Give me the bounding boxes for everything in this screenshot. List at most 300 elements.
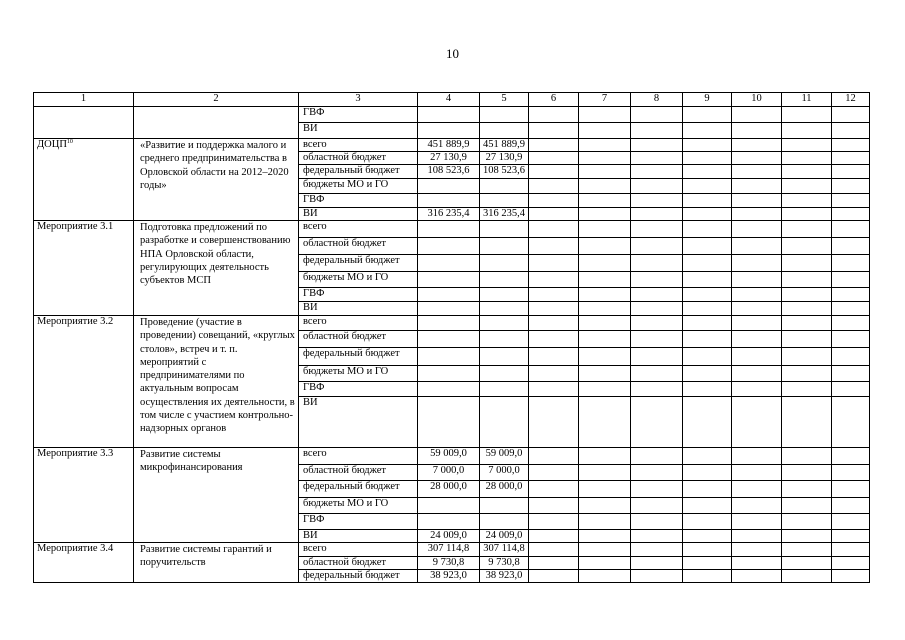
value-col-5 [480, 498, 529, 514]
empty-cell-col-11 [782, 139, 832, 152]
value-col-5: 24 009,0 [480, 530, 529, 543]
empty-cell-col-11 [782, 288, 832, 302]
empty-cell-col-6 [529, 139, 579, 152]
empty-cell-col-10 [732, 208, 782, 221]
value-col-4: 24 009,0 [418, 530, 480, 543]
empty-cell-col-11 [782, 165, 832, 179]
empty-cell-col-7 [579, 302, 631, 316]
empty-cell-col-11 [782, 514, 832, 530]
empty-cell-col-9 [683, 514, 732, 530]
empty-cell-col-9 [683, 179, 732, 194]
column-header-1: 1 [34, 93, 134, 107]
empty-cell-col-12 [832, 448, 870, 465]
empty-cell-col-10 [732, 139, 782, 152]
empty-cell-col-12 [832, 272, 870, 288]
empty-cell-col-8 [631, 316, 683, 331]
program-code [34, 107, 134, 139]
empty-cell-col-12 [832, 123, 870, 139]
empty-cell-col-6 [529, 302, 579, 316]
empty-cell-col-10 [732, 331, 782, 348]
value-col-5: 38 923,0 [480, 570, 529, 583]
empty-cell-col-10 [732, 123, 782, 139]
empty-cell-col-8 [631, 179, 683, 194]
empty-cell-col-7 [579, 255, 631, 272]
empty-cell-col-12 [832, 152, 870, 165]
empty-cell-col-7 [579, 208, 631, 221]
empty-cell-col-8 [631, 331, 683, 348]
empty-cell-col-12 [832, 543, 870, 557]
empty-cell-col-6 [529, 179, 579, 194]
empty-cell-col-11 [782, 123, 832, 139]
empty-cell-col-11 [782, 348, 832, 366]
empty-cell-col-8 [631, 139, 683, 152]
empty-cell-col-7 [579, 481, 631, 498]
empty-cell-col-6 [529, 481, 579, 498]
empty-cell-col-6 [529, 465, 579, 481]
table-row [34, 221, 870, 238]
empty-cell-col-11 [782, 570, 832, 583]
empty-cell-col-6 [529, 208, 579, 221]
empty-cell-col-9 [683, 194, 732, 208]
funding-source: бюджеты МО и ГО [299, 179, 418, 194]
empty-cell-col-8 [631, 221, 683, 238]
program-description: Проведение (участие в проведении) совещаний, «круглых столов», встреч и т. п. мероприятий с предпринимателями по актуальным вопросам осуществления их деятельности, в том числе с участием контрольно-надзорных органов [134, 316, 299, 448]
value-col-4 [418, 498, 480, 514]
empty-cell-col-10 [732, 221, 782, 238]
program-code [34, 221, 134, 316]
empty-cell-col-10 [732, 397, 782, 448]
empty-cell-col-12 [832, 316, 870, 331]
value-col-4 [418, 316, 480, 331]
value-col-4 [418, 179, 480, 194]
funding-source: всего [299, 316, 418, 331]
funding-source: всего [299, 221, 418, 238]
empty-cell-col-11 [782, 382, 832, 397]
empty-cell-col-6 [529, 288, 579, 302]
empty-cell-col-6 [529, 557, 579, 570]
empty-cell-col-11 [782, 316, 832, 331]
empty-cell-col-8 [631, 514, 683, 530]
program-code [34, 316, 134, 448]
empty-cell-col-9 [683, 481, 732, 498]
header-row [34, 93, 870, 107]
empty-cell-col-10 [732, 255, 782, 272]
funding-source: ВИ [299, 123, 418, 139]
column-header-3: 3 [299, 93, 418, 107]
empty-cell-col-9 [683, 152, 732, 165]
empty-cell-col-9 [683, 448, 732, 465]
empty-cell-col-11 [782, 331, 832, 348]
table-body [34, 107, 870, 583]
empty-cell-col-6 [529, 255, 579, 272]
value-col-4 [418, 107, 480, 123]
value-col-4: 9 730,8 [418, 557, 480, 570]
empty-cell-col-7 [579, 107, 631, 123]
empty-cell-col-10 [732, 272, 782, 288]
empty-cell-col-6 [529, 152, 579, 165]
empty-cell-col-10 [732, 179, 782, 194]
empty-cell-col-9 [683, 238, 732, 255]
value-col-5 [480, 288, 529, 302]
empty-cell-col-8 [631, 107, 683, 123]
empty-cell-col-8 [631, 238, 683, 255]
empty-cell-col-9 [683, 530, 732, 543]
value-col-5 [480, 107, 529, 123]
empty-cell-col-10 [732, 465, 782, 481]
empty-cell-col-8 [631, 382, 683, 397]
value-col-4 [418, 397, 480, 448]
value-col-4 [418, 382, 480, 397]
page-number: 10 [446, 46, 459, 61]
value-col-5 [480, 238, 529, 255]
funding-source: ВИ [299, 397, 418, 448]
value-col-5: 451 889,9 [480, 139, 529, 152]
empty-cell-col-11 [782, 465, 832, 481]
table-row [34, 316, 870, 331]
empty-cell-col-10 [732, 238, 782, 255]
empty-cell-col-8 [631, 152, 683, 165]
empty-cell-col-11 [782, 530, 832, 543]
empty-cell-col-12 [832, 498, 870, 514]
program-code [34, 139, 134, 221]
empty-cell-col-6 [529, 543, 579, 557]
empty-cell-col-9 [683, 123, 732, 139]
funding-source: областной бюджет [299, 557, 418, 570]
funding-source: федеральный бюджет [299, 570, 418, 583]
empty-cell-col-9 [683, 397, 732, 448]
funding-source: федеральный бюджет [299, 348, 418, 366]
funding-source: всего [299, 448, 418, 465]
funding-source: бюджеты МО и ГО [299, 366, 418, 382]
funding-source: ГВФ [299, 382, 418, 397]
program-description: «Развитие и поддержка малого и среднего предпринимательства в Орловской области на 2012–2020 годы» [134, 139, 299, 221]
empty-cell-col-11 [782, 272, 832, 288]
value-col-5 [480, 255, 529, 272]
empty-cell-col-10 [732, 530, 782, 543]
value-col-4: 7 000,0 [418, 465, 480, 481]
column-header-5: 5 [480, 93, 529, 107]
funding-source: ГВФ [299, 194, 418, 208]
empty-cell-col-8 [631, 302, 683, 316]
empty-cell-col-8 [631, 123, 683, 139]
funding-source: ГВФ [299, 288, 418, 302]
column-header-4: 4 [418, 93, 480, 107]
value-col-4: 108 523,6 [418, 165, 480, 179]
column-header-6: 6 [529, 93, 579, 107]
empty-cell-col-9 [683, 498, 732, 514]
funding-source: всего [299, 543, 418, 557]
value-col-5 [480, 194, 529, 208]
empty-cell-col-10 [732, 570, 782, 583]
empty-cell-col-10 [732, 288, 782, 302]
empty-cell-col-7 [579, 397, 631, 448]
value-col-4: 307 114,8 [418, 543, 480, 557]
funding-source: ГВФ [299, 514, 418, 530]
empty-cell-col-8 [631, 255, 683, 272]
value-col-5: 7 000,0 [480, 465, 529, 481]
empty-cell-col-7 [579, 331, 631, 348]
value-col-5 [480, 366, 529, 382]
empty-cell-col-12 [832, 382, 870, 397]
value-col-5 [480, 272, 529, 288]
funding-source: ВИ [299, 530, 418, 543]
empty-cell-col-11 [782, 498, 832, 514]
empty-cell-col-9 [683, 208, 732, 221]
value-col-5 [480, 316, 529, 331]
empty-cell-col-12 [832, 208, 870, 221]
funding-source: всего [299, 139, 418, 152]
empty-cell-col-11 [782, 397, 832, 448]
program-code-text: Мероприятие 3.3 [37, 448, 114, 459]
empty-cell-col-6 [529, 397, 579, 448]
empty-cell-col-7 [579, 498, 631, 514]
empty-cell-col-12 [832, 397, 870, 448]
empty-cell-col-12 [832, 238, 870, 255]
value-col-4: 38 923,0 [418, 570, 480, 583]
empty-cell-col-9 [683, 570, 732, 583]
empty-cell-col-12 [832, 530, 870, 543]
empty-cell-col-12 [832, 557, 870, 570]
value-col-4 [418, 288, 480, 302]
empty-cell-col-12 [832, 107, 870, 123]
value-col-4 [418, 366, 480, 382]
empty-cell-col-11 [782, 194, 832, 208]
empty-cell-col-10 [732, 302, 782, 316]
empty-cell-col-6 [529, 238, 579, 255]
empty-cell-col-7 [579, 557, 631, 570]
column-header-9: 9 [683, 93, 732, 107]
empty-cell-col-6 [529, 348, 579, 366]
value-col-5: 9 730,8 [480, 557, 529, 570]
value-col-4 [418, 514, 480, 530]
table-row [34, 448, 870, 465]
empty-cell-col-10 [732, 448, 782, 465]
empty-cell-col-11 [782, 238, 832, 255]
empty-cell-col-8 [631, 557, 683, 570]
table-header [34, 93, 870, 107]
empty-cell-col-11 [782, 557, 832, 570]
empty-cell-col-7 [579, 448, 631, 465]
empty-cell-col-11 [782, 543, 832, 557]
table-row [34, 139, 870, 152]
funding-source: федеральный бюджет [299, 481, 418, 498]
empty-cell-col-12 [832, 139, 870, 152]
empty-cell-col-9 [683, 348, 732, 366]
empty-cell-col-9 [683, 288, 732, 302]
empty-cell-col-11 [782, 448, 832, 465]
empty-cell-col-11 [782, 179, 832, 194]
funding-source: областной бюджет [299, 152, 418, 165]
empty-cell-col-9 [683, 255, 732, 272]
empty-cell-col-10 [732, 194, 782, 208]
empty-cell-col-9 [683, 382, 732, 397]
empty-cell-col-10 [732, 348, 782, 366]
empty-cell-col-9 [683, 331, 732, 348]
empty-cell-col-9 [683, 316, 732, 331]
empty-cell-col-11 [782, 366, 832, 382]
value-col-5 [480, 348, 529, 366]
empty-cell-col-8 [631, 465, 683, 481]
funding-source: ГВФ [299, 107, 418, 123]
empty-cell-col-6 [529, 107, 579, 123]
value-col-4: 28 000,0 [418, 481, 480, 498]
empty-cell-col-7 [579, 272, 631, 288]
value-col-5 [480, 514, 529, 530]
empty-cell-col-7 [579, 123, 631, 139]
empty-cell-col-11 [782, 221, 832, 238]
empty-cell-col-9 [683, 165, 732, 179]
empty-cell-col-12 [832, 366, 870, 382]
value-col-4 [418, 272, 480, 288]
empty-cell-col-8 [631, 498, 683, 514]
empty-cell-col-10 [732, 107, 782, 123]
empty-cell-col-6 [529, 514, 579, 530]
value-col-5: 316 235,4 [480, 208, 529, 221]
empty-cell-col-8 [631, 570, 683, 583]
empty-cell-col-10 [732, 498, 782, 514]
column-header-8: 8 [631, 93, 683, 107]
empty-cell-col-7 [579, 465, 631, 481]
empty-cell-col-10 [732, 165, 782, 179]
empty-cell-col-6 [529, 272, 579, 288]
empty-cell-col-8 [631, 543, 683, 557]
empty-cell-col-7 [579, 570, 631, 583]
empty-cell-col-9 [683, 221, 732, 238]
funding-source: федеральный бюджет [299, 255, 418, 272]
empty-cell-col-8 [631, 366, 683, 382]
empty-cell-col-7 [579, 530, 631, 543]
empty-cell-col-7 [579, 152, 631, 165]
value-col-4: 27 130,9 [418, 152, 480, 165]
value-col-5: 59 009,0 [480, 448, 529, 465]
empty-cell-col-12 [832, 465, 870, 481]
empty-cell-col-11 [782, 107, 832, 123]
value-col-5 [480, 331, 529, 348]
empty-cell-col-11 [782, 208, 832, 221]
empty-cell-col-7 [579, 543, 631, 557]
value-col-4: 316 235,4 [418, 208, 480, 221]
empty-cell-col-9 [683, 557, 732, 570]
empty-cell-col-7 [579, 366, 631, 382]
value-col-5 [480, 382, 529, 397]
empty-cell-col-6 [529, 123, 579, 139]
empty-cell-col-7 [579, 316, 631, 331]
empty-cell-col-6 [529, 530, 579, 543]
budget-table [33, 92, 870, 583]
empty-cell-col-12 [832, 514, 870, 530]
empty-cell-col-12 [832, 288, 870, 302]
empty-cell-col-9 [683, 465, 732, 481]
empty-cell-col-7 [579, 238, 631, 255]
empty-cell-col-7 [579, 514, 631, 530]
empty-cell-col-6 [529, 448, 579, 465]
funding-source: бюджеты МО и ГО [299, 272, 418, 288]
column-header-10: 10 [732, 93, 782, 107]
empty-cell-col-10 [732, 543, 782, 557]
value-col-4 [418, 302, 480, 316]
empty-cell-col-12 [832, 570, 870, 583]
empty-cell-col-8 [631, 288, 683, 302]
empty-cell-col-10 [732, 557, 782, 570]
empty-cell-col-8 [631, 194, 683, 208]
empty-cell-col-12 [832, 255, 870, 272]
empty-cell-col-7 [579, 139, 631, 152]
value-col-5 [480, 123, 529, 139]
empty-cell-col-6 [529, 366, 579, 382]
program-code-text: ДОЦП [37, 139, 67, 150]
value-col-4 [418, 348, 480, 366]
empty-cell-col-9 [683, 543, 732, 557]
value-col-5 [480, 302, 529, 316]
empty-cell-col-10 [732, 382, 782, 397]
empty-cell-col-6 [529, 498, 579, 514]
empty-cell-col-10 [732, 316, 782, 331]
program-code-text: Мероприятие 3.1 [37, 221, 114, 232]
program-description: Развитие системы гарантий и поручительств [134, 543, 299, 583]
empty-cell-col-11 [782, 302, 832, 316]
value-col-5 [480, 221, 529, 238]
empty-cell-col-12 [832, 165, 870, 179]
empty-cell-col-10 [732, 366, 782, 382]
value-col-4 [418, 194, 480, 208]
empty-cell-col-7 [579, 165, 631, 179]
empty-cell-col-9 [683, 107, 732, 123]
empty-cell-col-7 [579, 288, 631, 302]
program-code-text: Мероприятие 3.4 [37, 543, 114, 554]
empty-cell-col-12 [832, 179, 870, 194]
empty-cell-col-9 [683, 302, 732, 316]
empty-cell-col-7 [579, 194, 631, 208]
empty-cell-col-9 [683, 139, 732, 152]
empty-cell-col-12 [832, 481, 870, 498]
value-col-5: 307 114,8 [480, 543, 529, 557]
empty-cell-col-10 [732, 481, 782, 498]
empty-cell-col-12 [832, 331, 870, 348]
column-header-2: 2 [134, 93, 299, 107]
value-col-5 [480, 397, 529, 448]
empty-cell-col-11 [782, 255, 832, 272]
empty-cell-col-8 [631, 481, 683, 498]
value-col-4 [418, 238, 480, 255]
empty-cell-col-9 [683, 366, 732, 382]
funding-source: ВИ [299, 302, 418, 316]
column-header-11: 11 [782, 93, 832, 107]
empty-cell-col-8 [631, 272, 683, 288]
funding-source: областной бюджет [299, 465, 418, 481]
empty-cell-col-7 [579, 348, 631, 366]
empty-cell-col-12 [832, 348, 870, 366]
empty-cell-col-6 [529, 570, 579, 583]
empty-cell-col-6 [529, 331, 579, 348]
funding-source: областной бюджет [299, 238, 418, 255]
empty-cell-col-8 [631, 348, 683, 366]
program-description: Развитие системы микрофинансирования [134, 448, 299, 543]
column-header-12: 12 [832, 93, 870, 107]
value-col-5 [480, 179, 529, 194]
value-col-5: 27 130,9 [480, 152, 529, 165]
value-col-4 [418, 123, 480, 139]
empty-cell-col-10 [732, 152, 782, 165]
empty-cell-col-8 [631, 165, 683, 179]
empty-cell-col-8 [631, 530, 683, 543]
program-code-text: Мероприятие 3.2 [37, 316, 114, 327]
empty-cell-col-6 [529, 221, 579, 238]
value-col-5: 28 000,0 [480, 481, 529, 498]
value-col-4: 451 889,9 [418, 139, 480, 152]
empty-cell-col-10 [732, 514, 782, 530]
empty-cell-col-8 [631, 208, 683, 221]
program-code [34, 448, 134, 543]
